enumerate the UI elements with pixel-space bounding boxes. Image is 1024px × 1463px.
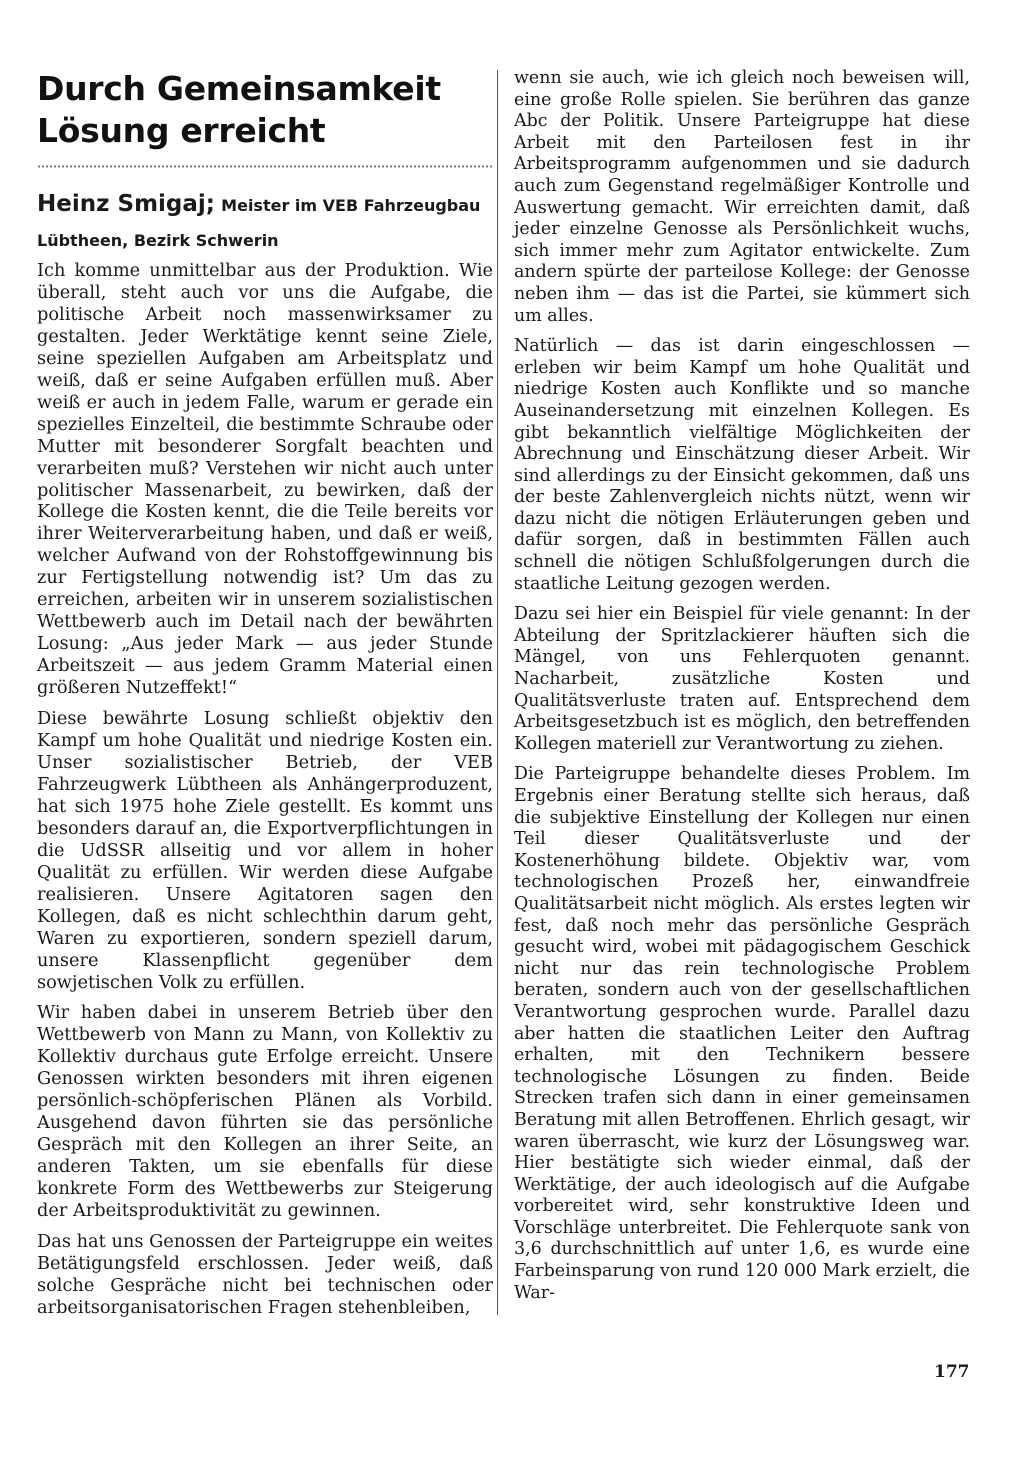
page-number: 177 (934, 1362, 970, 1382)
left-column (37, 68, 493, 1329)
headline-divider (37, 164, 493, 169)
headline-line-2: Lösung erreicht (37, 111, 326, 150)
paragraph: Natürlich — das ist darin eingeschlossen — erleben wir beim Kampf um hohe Qualität und niedrige Kosten auch Konflikte und so manche Auseinandersetzung mit einzelnen Kollegen. Es gibt bekanntlich vielfältige Möglichkeiten der Abrechnung und Einschätzung dieser Arbeit. Wir sind allerdings zu der Einsicht gekommen, daß uns der beste Zahlenvergleich nichts nützt, wenn wir dazu nicht die nötigen Erläuterungen geben und dafür sorgen, daß in bestimmten Fällen auch schnell die nötigen Schlußfolgerungen durch die staatliche Leitung gezogen werden. (514, 336, 970, 594)
author-location: Lübtheen, Bezirk Schwerin (37, 231, 279, 250)
column-divider (497, 70, 498, 1315)
right-column (514, 68, 970, 1313)
paragraph: wenn sie auch, wie ich gleich noch beweisen will, eine große Rolle spielen. Sie berühren das ganze Abc der Politik. Unsere Parteigruppe hat diese Arbeit mit den Parteilosen fest in ihr Arbeitsprogramm aufgenommen und sie dadurch auch zum Gegenstand regelmäßiger Kontrolle und Auswertung gemacht. Wir erreichten damit, daß jeder einzelne Genosse als Persönlichkeit wuchs, sich immer mehr zum Agitator entwickelte. Zum andern spürte der parteilose Kollege: der Genosse neben ihm — das ist die Partei, sie kümmert sich um alles. (514, 68, 970, 326)
paragraph: Die Parteigruppe behandelte dieses Problem. Im Ergebnis einer Beratung stellte sich heraus, daß die subjektive Einstellung der Kollegen nur einen Teil dieser Qualitätsverluste und der Kostenerhöhung bildete. Objektiv war, vom technologischen Prozeß her, einwandfreie Qualitätsarbeit nicht möglich. Als erstes legten wir fest, daß noch mehr das persönliche Gespräch gesucht wird, wobei mit pädagogischem Geschick nicht nur das rein technologische Problem beraten, sondern auch von der gesellschaftlichen Verantwortung gesprochen wurde. Parallel dazu aber hatten die staatlichen Leiter den Auftrag erhalten, mit den Technikern bessere technologische Lösungen zu finden. Beide Strecken trafen sich dann in einer gemeinsamen Beratung mit allen Betroffenen. Ehrlich gesagt, wir waren überrascht, wie kurz der Lösungsweg war. Hier bestätigte sich wieder einmal, daß der Werktätige, der auch ideologisch auf die Aufgabe vorbereitet wird, sehr konstruktive Ideen und Vorschläge unterbreitet. Die Fehlerquote sank von 3,6 durchschnittlich auf unter 1,6, es wurde eine Farbeinsparung von rund 120 000 Mark erzielt, die War- (514, 764, 970, 1303)
paragraph: Wir haben dabei in unserem Betrieb über den Wettbewerb von Mann zu Mann, von Kollektiv zu Kollektiv durchaus gute Erfolge erreicht. Unsere Genossen wirkten besonders mit ihren eigenen persönlich-schöpferischen Plänen als Vorbild. Ausgehend davon führten sie das persönliche Gespräch mit den Kollegen an ihrer Seite, an anderen Takten, um sie ebenfalls für diese konkrete Form des Wettbewerbs zur Steigerung der Arbeitsproduktivität zu gewinnen. (37, 1003, 493, 1222)
paragraph: Diese bewährte Losung schließt objektiv den Kampf um hohe Qualität und niedrige Kosten ein. Unser sozialistischer Betrieb, der VEB Fahrzeugwerk Lübtheen als Anhängerproduzent, hat sich 1975 hohe Ziele gestellt. Es kommt uns besonders darauf an, die Exportverpflichtungen in die UdSSR allseitig und vor allem in hoher Qualität zu erfüllen. Wir werden diese Aufgabe realisieren. Unsere Agitatoren sagen den Kollegen, daß es nicht schlechthin darum geht, Waren zu exportieren, sondern speziell darum, unsere Klassenpflicht gegenüber dem sowjetischen Volk zu erfüllen. (37, 709, 493, 993)
paragraph: Dazu sei hier ein Beispiel für viele genannt: In der Abteilung der Spritzlackierer häuften sich die Mängel, von uns Fehlerquoten genannt. Nacharbeit, zusätzliche Kosten und Qualitätsverluste traten auf. Entsprechend dem Arbeitsgesetzbuch ist es möglich, den betreffenden Kollegen materiell zur Verantwortung zu ziehen. (514, 604, 970, 754)
author-role: Meister im VEB Fahrzeugbau (221, 196, 481, 215)
author-name: Heinz Smigaj; (37, 191, 215, 217)
headline-line-1: Durch Gemeinsamkeit (37, 69, 441, 108)
article-headline (37, 68, 493, 152)
paragraph: Ich komme unmittelbar aus der Produktion. Wie überall, steht auch vor uns die Aufgabe, die politische Arbeit noch massenwirksamer zu gestalten. Jeder Werktätige kennt seine Ziele, seine speziellen Aufgaben am Arbeitsplatz und weiß, daß er seine Aufgaben erfüllen muß. Aber weiß er auch in jedem Falle, warum er gerade ein spezielles Einzelteil, die bestimmte Schraube oder Mutter mit besonderer Sorgfalt beachten und verarbeiten muß? Verstehen wir nicht auch unter politischer Massenarbeit, zu bewirken, daß der Kollege die Kosten kennt, die die Teile bereits vor ihrer Weiterverarbeitung haben, und daß er weiß, welcher Aufwand von der Rohstoffgewinnung bis zur Fertigstellung notwendig ist? Um das zu erreichen, arbeiten wir in unserem sozialistischen Wettbewerb auch im Detail nach der bewährten Losung: „Aus jeder Mark — aus jeder Stunde Arbeitszeit — aus jedem Gramm Material einen größeren Nutzeffekt!“ (37, 261, 493, 699)
paragraph: Das hat uns Genossen der Parteigruppe ein weites Betätigungsfeld erschlossen. Jeder weiß, daß solche Gespräche nicht bei technischen oder arbeitsorganisatorischen Fragen stehenbleiben, (37, 1231, 493, 1318)
byline (37, 189, 493, 221)
